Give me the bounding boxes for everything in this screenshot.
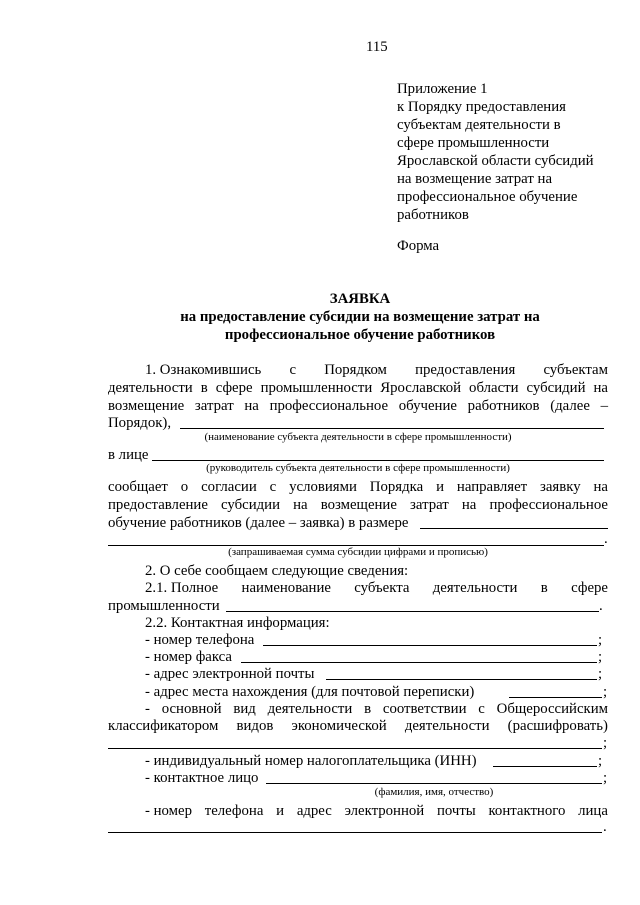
caption-fio: (фамилия, имя, отчество) (374, 786, 494, 798)
s21-line1: 2.1. Полное наименование субъекта деятельности в сфере (145, 580, 608, 596)
page-number: 115 (366, 39, 388, 55)
contact-label: - контактное лицо (145, 770, 259, 786)
appendix-line: работников (397, 207, 469, 223)
p1-line4: Порядок), (108, 415, 172, 431)
appendix-line: Ярославской области субсидий (397, 153, 594, 169)
s21-period: . (599, 598, 603, 614)
appendix-line: субъектам деятельности в (397, 117, 561, 133)
document-subtitle-line: профессиональное обучение работников (224, 327, 496, 343)
appendix-line: профессиональное обучение (397, 189, 578, 205)
appendix-line: на возмещение затрат на (397, 171, 553, 187)
phone-semicolon: ; (598, 632, 603, 648)
okved-field[interactable] (108, 748, 602, 749)
p1-line3: возмещение затрат на профессиональное обучение работников (далее – (108, 398, 608, 414)
caption-amount: (запрашиваемая сумма субсидии цифрами и прописью) (228, 546, 488, 558)
okved-line2: классификатором видов экономической деятельности (расшифровать) (108, 718, 608, 734)
address-semicolon: ; (603, 684, 608, 700)
phone-field[interactable] (263, 645, 597, 646)
appendix-line: Приложение 1 (397, 81, 488, 97)
inn-field[interactable] (493, 766, 597, 767)
subject-name-field[interactable] (180, 428, 604, 429)
full-name-field[interactable] (226, 611, 599, 612)
form-label: Форма (397, 238, 440, 254)
p1-line2: деятельности в сфере промышленности Ярославской области субсидий на (108, 380, 608, 396)
address-field[interactable] (509, 697, 602, 698)
contact-semicolon: ; (603, 770, 608, 786)
email-semicolon: ; (598, 666, 603, 682)
p1-line1: 1. Ознакомившись с Порядком предоставления субъектам (145, 362, 608, 378)
p2-intro: 2. О себе сообщаем следующие сведения: (145, 563, 409, 579)
contact-field[interactable] (266, 783, 602, 784)
v-litse-label: в лице (108, 447, 149, 463)
inn-label: - индивидуальный номер налогоплательщика (ИНН) (145, 753, 477, 769)
address-label: - адрес места нахождения (для почтовой переписки) (145, 684, 475, 700)
p1-line-predostavlenie: предоставление субсидии на возмещение затрат на профессиональное (108, 497, 608, 513)
p1-line-soobshaet: сообщает о согласии с условиями Порядка и направляет заявку на (108, 479, 608, 495)
okved-semicolon: ; (603, 735, 608, 751)
contact-phone-line: - номер телефона и адрес электронной почты контактного лица (145, 803, 608, 819)
head-field[interactable] (152, 460, 604, 461)
email-label: - адрес электронной почты (145, 666, 315, 682)
caption-head: (руководитель субъекта деятельности в сфере промышленности) (206, 462, 510, 474)
phone-label: - номер телефона (145, 632, 255, 648)
caption-subject-name: (наименование субъекта деятельности в сфере промышленности) (204, 431, 512, 443)
contact-phone-period: . (603, 819, 607, 835)
s21-line2: промышленности (108, 598, 220, 614)
fax-semicolon: ; (598, 649, 603, 665)
s22-heading: 2.2. Контактная информация: (145, 615, 330, 631)
fax-label: - номер факса (145, 649, 232, 665)
document-title: ЗАЯВКА (329, 291, 391, 307)
appendix-line: к Порядку предоставления (397, 99, 566, 115)
email-field[interactable] (326, 679, 597, 680)
inn-semicolon: ; (598, 753, 603, 769)
amount-period: . (604, 531, 608, 547)
document-subtitle-line: на предоставление субсидии на возмещение затрат на (180, 309, 540, 325)
contact-phone-field[interactable] (108, 832, 602, 833)
p1-line-obuchenie: обучение работников (далее – заявка) в размере (108, 515, 409, 531)
okved-line1: - основной вид деятельности в соответствии с Общероссийским (145, 701, 608, 717)
appendix-line: сфере промышленности (397, 135, 550, 151)
fax-field[interactable] (241, 662, 597, 663)
amount-field-1[interactable] (420, 528, 608, 529)
